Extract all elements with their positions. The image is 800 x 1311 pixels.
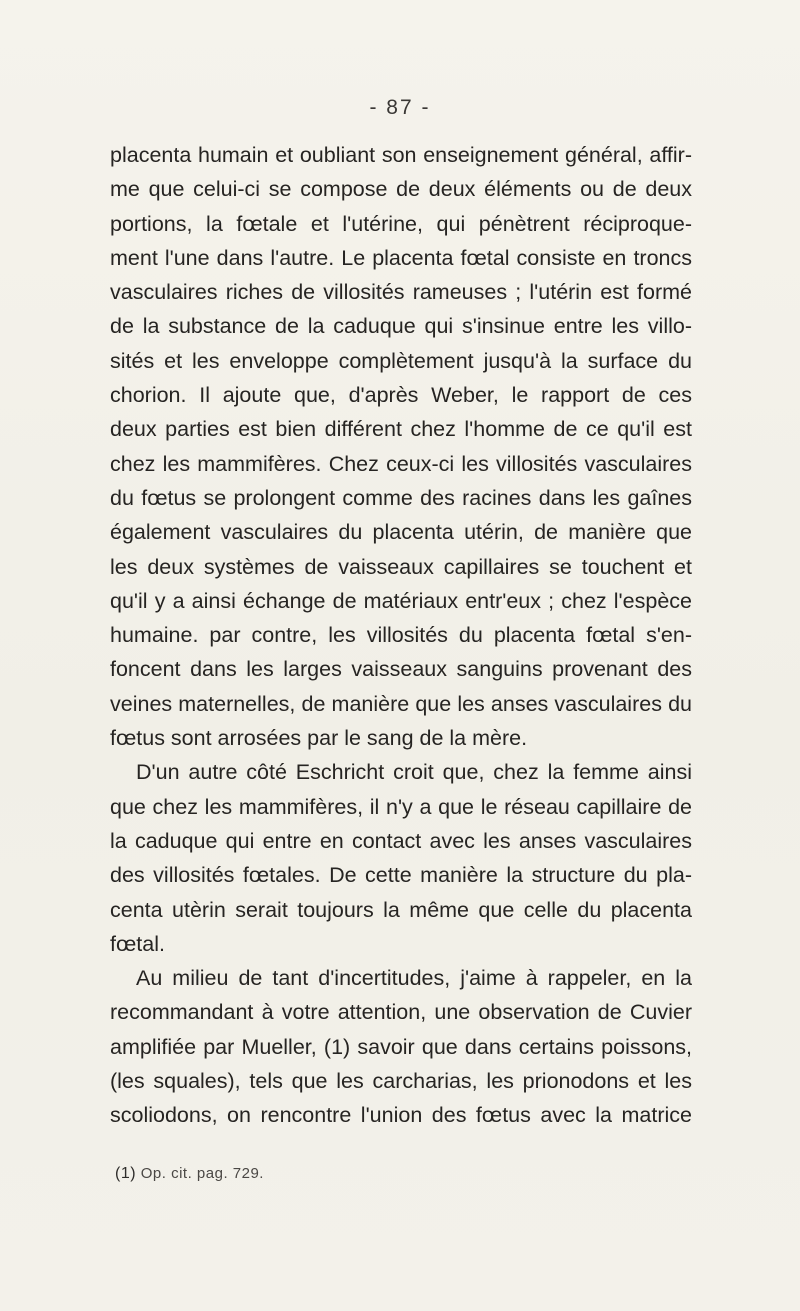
text-line: centa utèrin serait toujours la même que celle du placenta	[110, 897, 692, 922]
text-line: placenta humain et oubliant son enseignement général, affir-	[110, 143, 692, 167]
text-line: de la substance de la caduque qui s'insinue entre les villo-	[110, 314, 692, 339]
text-line: du fœtus se prolongent comme des racines dans les gaînes	[110, 485, 692, 510]
text-line: des villosités fœtales. De cette manière la structure du pla-	[110, 863, 692, 888]
text-line: veines maternelles, de manière que les anses vasculaires du	[110, 691, 692, 716]
text-line: recommandant à votre attention, une observation de Cuvier	[110, 1000, 692, 1025]
text-line: foncent dans les larges vaisseaux sanguins provenant des	[110, 657, 692, 682]
text-line: sités et les enveloppe complètement jusqu'à la surface du	[110, 348, 692, 373]
text-line: Au milieu de tant d'incertitudes, j'aime à rappeler, en la	[136, 966, 692, 991]
text-line: deux parties est bien différent chez l'homme de ce qu'il est	[110, 417, 692, 442]
text-line: vasculaires riches de villosités rameuses ; l'utérin est formé	[110, 280, 692, 305]
text-line: fœtal.	[110, 931, 165, 956]
footnote-ref: (1)	[115, 1165, 137, 1182]
text-line: que chez les mammifères, il n'y a que le réseau capillaire de	[110, 794, 692, 819]
text-line: humaine. par contre, les villosités du placenta fœtal s'en-	[110, 623, 692, 648]
text-line: les deux systèmes de vaisseaux capillaires se touchent et	[110, 554, 692, 579]
text-line: me que celui-ci se compose de deux éléments ou de deux	[110, 177, 692, 202]
text-line: chez les mammifères. Chez ceux-ci les villosités vasculaires	[110, 451, 692, 476]
text-line: portions, la fœtale et l'utérine, qui pénètrent réciproque-	[110, 211, 692, 236]
text-line: amplifiée par Mueller, (1) savoir que dans certains poissons,	[110, 1034, 692, 1059]
text-line: (les squales), tels que les carcharias, les prionodons et les	[110, 1069, 692, 1094]
text-line: D'un autre côté Eschricht croit que, chez la femme ainsi	[136, 760, 692, 785]
body-text	[110, 138, 692, 1133]
text-line: ment l'une dans l'autre. Le placenta fœtal consiste en troncs	[110, 245, 692, 270]
text-line: chorion. Il ajoute que, d'après Weber, le rapport de ces	[110, 383, 692, 408]
text-line: également vasculaires du placenta utérin, de manière que	[110, 520, 692, 545]
text-line: fœtus sont arrosées par le sang de la mère.	[110, 726, 528, 751]
text-line: qu'il y a ainsi échange de matériaux entr'eux ; chez l'espèce	[110, 588, 692, 613]
footnote-text: Op. cit. pag. 729.	[140, 1165, 264, 1182]
page-number: - 87 -	[369, 96, 431, 119]
text-line: scoliodons, on rencontre l'union des fœtus avec la matrice	[110, 1103, 692, 1128]
text-line: la caduque qui entre en contact avec les anses vasculaires	[110, 828, 692, 853]
footnote	[115, 1165, 264, 1183]
